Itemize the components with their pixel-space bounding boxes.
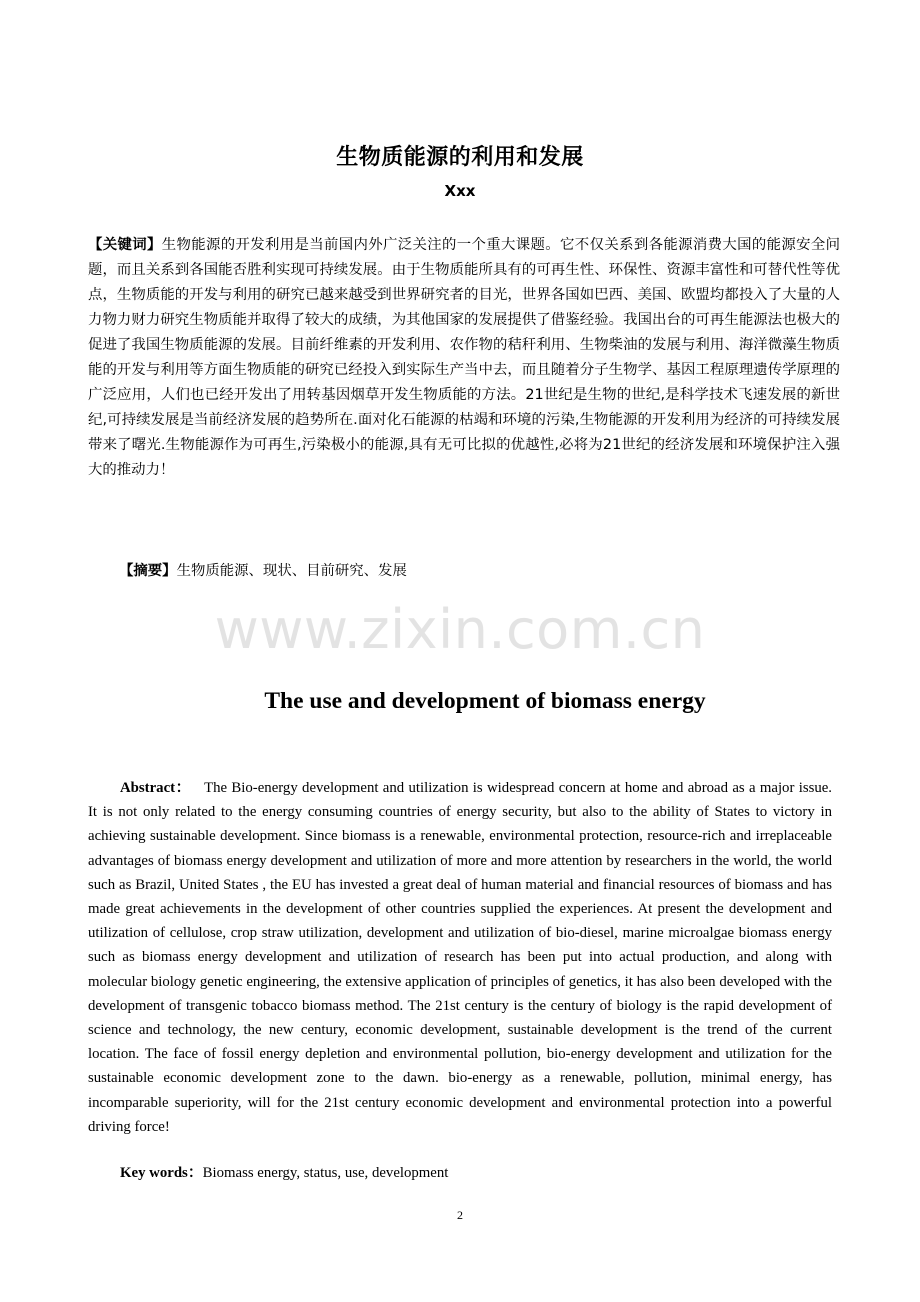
- abstract-label: Abstract：: [120, 780, 192, 796]
- author-name: Xxx: [444, 182, 476, 200]
- abstract-english-paragraph: [88, 776, 832, 1139]
- keywords-chinese-label: 【关键词】: [88, 237, 162, 253]
- page-number: 2: [457, 1208, 463, 1222]
- abstract-text: The Bio-energy development and utilization is widespread concern at home and abroad as a major issue. It is not only related to the energy consuming countries of energy security, but also to the ability of States to victory in achieving sustainable development. Since biomass is a renewable, environmental protection, resource-rich and irreplaceable advantages of biomass energy development and utilization of more and more attention by researchers in the world, the world such as Brazil, United States , the EU has invested a great deal of human material and financial resources of biomass and has made great achievements in the development of other countries supplied the experiences. At present the development and utilization of cellulose, crop straw utilization, development and utilization of bio-diesel, marine microalgae biomass energy such as biomass energy development and utilization of research has been put into actual production, and along with molecular biology genetic engineering, the extensive application of principles of genetics, it has also been developed with the development of transgenic tobacco biomass method. The 21st century is the century of biology is the rapid development of science and technology, the new century, economic development, sustainable development is the trend of the current location. The face of fossil energy depletion and environmental pollution, bio-energy development and utilization for the sustainable economic development zone to the dawn. bio-energy as a renewable, pollution, minimal energy, has incomparable superiority, will for the 21st century economic development and environmental protection into a powerful driving force!: [88, 780, 832, 1135]
- keywords-chinese-text: 生物能源的开发利用是当前国内外广泛关注的一个重大课题。它不仅关系到各能源消费大国的能源安全问题，而且关系到各国能否胜利实现可持续发展。由于生物质能所具有的可再生性、环保性、资源丰富性和可替代性等优点，生物质能的开发与利用的研究已越来越受到世界研究者的目光，世界各国如巴西、美国、欧盟均都投入了大量的人力物力财力研究生物质能并取得了较大的成绩，为其他国家的发展提供了借鉴经验。我国出台的可再生能源法也极大的促进了我国生物质能源的发展。目前纤维素的开发利用、农作物的秸秆利用、生物柴油的发展与利用、海洋微藻生物质能的开发与利用等方面生物质能的研究已经投入到实际生产当中去，而且随着分子生物学、基因工程原理遗传学原理的广泛应用，人们也已经开发出了用转基因烟草开发生物质能的方法。21世纪是生物的世纪,是科学技术飞速发展的新世纪,可持续发展是当前经济发展的趋势所在.面对化石能源的枯竭和环境的污染,生物能源的开发利用为经济的可持续发展带来了曙光.生物能源作为可再生,污染极小的能源,具有无可比拟的优越性,必将为21世纪的经济发展和环境保护注入强大的推动力！: [88, 237, 840, 478]
- document-title-chinese: 生物质能源的利用和发展: [336, 145, 584, 170]
- keywords-english-text: Biomass energy, status, use, development: [202, 1165, 449, 1181]
- keywords-english-paragraph: [120, 1161, 820, 1185]
- document-title-english: The use and development of biomass energy: [264, 688, 706, 714]
- summary-chinese-label: 【摘要】: [119, 563, 177, 579]
- summary-chinese-text: 生物质能源、现状、目前研究、发展: [176, 563, 407, 579]
- watermark: www.zixin.com.cn: [214, 598, 706, 661]
- keywords-chinese-paragraph: [88, 233, 840, 483]
- keywords-english-label: Key words：: [120, 1165, 203, 1181]
- summary-chinese-paragraph: [119, 559, 819, 584]
